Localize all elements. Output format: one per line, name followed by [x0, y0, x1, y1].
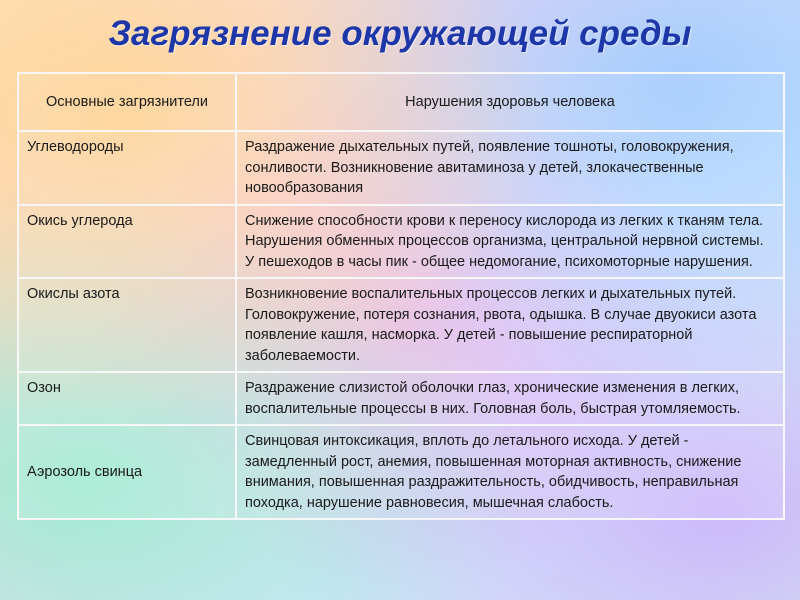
effects-cell: Возникновение воспалительных процессов легких и дыхательных путей. Головокружение, потеря сознания, рвота, одышка. В случае двуокиси азота появление кашля, насморка. У детей - повышение респираторной заболеваемости.	[236, 278, 784, 372]
pollutant-cell: Аэрозоль свинца	[18, 425, 236, 519]
pollutant-cell: Углеводороды	[18, 131, 236, 205]
effects-cell: Снижение способности крови к переносу кислорода из легких к тканям тела. Нарушения обменных процессов организма, центральной нервной системы. У пешеходов в часы пик - общее недомогание, психомоторные нарушения.	[236, 205, 784, 279]
pollutant-cell: Окислы азота	[18, 278, 236, 372]
table-header-row	[18, 73, 784, 131]
pollutant-cell: Озон	[18, 372, 236, 425]
effects-cell: Раздражение слизистой оболочки глаз, хронические изменения в легких, воспалительные процессы в них. Головная боль, быстрая утомляемость.	[236, 372, 784, 425]
header-pollutants: Основные загрязнители	[18, 73, 236, 131]
pollutant-cell: Окись углерода	[18, 205, 236, 279]
table-row	[18, 131, 784, 205]
effects-cell: Раздражение дыхательных путей, появление тошноты, головокружения, сонливости. Возникновение авитаминоза у детей, злокачественные новообразования	[236, 131, 784, 205]
table-row	[18, 372, 784, 425]
table-row	[18, 205, 784, 279]
page-title: Загрязнение окружающей среды	[108, 14, 692, 53]
pollution-table	[17, 72, 785, 520]
table-row	[18, 278, 784, 372]
table-row	[18, 425, 784, 519]
header-health-effects: Нарушения здоровья человека	[236, 73, 784, 131]
effects-cell: Свинцовая интоксикация, вплоть до летального исхода. У детей - замедленный рост, анемия, повышенная моторная активность, снижение внимания, повышенная раздражительность, обидчивость, неправильная походка, нарушение равновесия, мышечная слабость.	[236, 425, 784, 519]
